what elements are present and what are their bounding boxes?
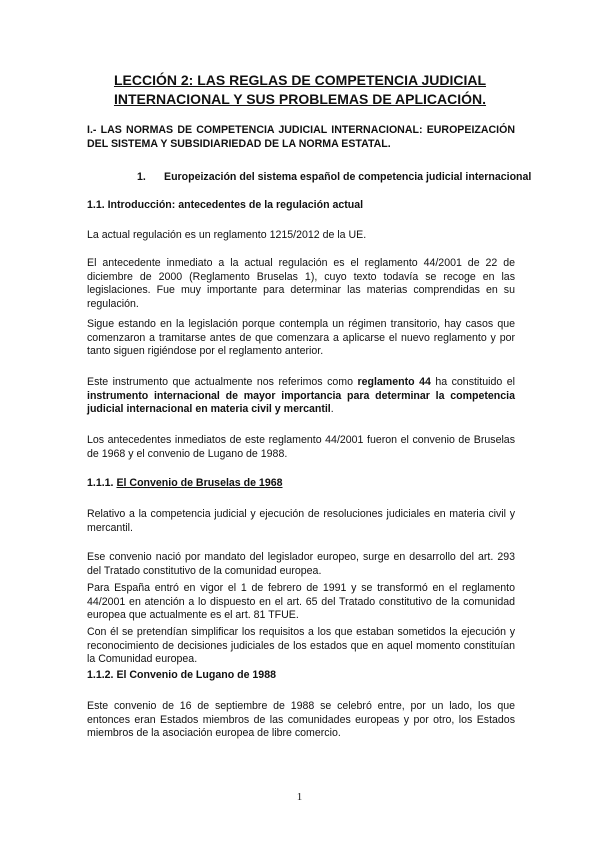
bold-text-run: reglamento 44 [357, 376, 431, 388]
paragraph: Con él se pretendían simplificar los requisitos a los que estaban sometidos la ejecución y reconocimiento de decisiones judiciales de los estados que en aquel momento constituían la Comunidad europea. [87, 626, 515, 666]
paragraph-reglamento-44 [87, 376, 515, 417]
numbered-item-number: 1. [137, 171, 146, 183]
page-number: 1 [296, 791, 303, 803]
page-title [60, 71, 540, 108]
paragraph: Este convenio de 16 de septiembre de 1988 se celebró entre, por un lado, los que entonces eran Estados miembros de las comunidades europeas y por otro, los Estados miembros de la asociación europea de libre comercio. [87, 700, 515, 740]
subheading-1-1-1 [87, 477, 515, 491]
subheading-1-1-2: 1.1.2. El Convenio de Lugano de 1988 [87, 669, 276, 681]
paragraph: Ese convenio nació por mandato del legislador europeo, surge en desarrollo del art. 293 del Tratado constitutivo de la comunidad europea. [87, 551, 515, 577]
numbered-item-text: Europeización del sistema español de competencia judicial internacional [164, 171, 532, 183]
text-run: Este instrumento que actualmente nos referimos como [87, 376, 358, 388]
paragraph: Los antecedentes inmediatos de este reglamento 44/2001 fueron el convenio de Bruselas de 1968 y el convenio de Lugano de 1988. [87, 434, 515, 460]
subheading-number: 1.1.1. [87, 477, 114, 489]
subheading-1-1: 1.1. Introducción: antecedentes de la regulación actual [87, 199, 364, 211]
paragraph: Sigue estando en la legislación porque contempla un régimen transitorio, hay casos que comenzaron a tramitarse antes de que comenzara a aplicarse el nuevo reglamento y por tanto siguen rigiéndose por el reglamento anterior. [87, 318, 515, 358]
text-run: ha constituido el [430, 376, 515, 388]
title-line-2: INTERNACIONAL Y SUS PROBLEMAS DE APLICACIÓN. [113, 90, 487, 107]
title-line-1: LECCIÓN 2: LAS REGLAS DE COMPETENCIA JUDICIAL [113, 72, 487, 88]
paragraph: El antecedente inmediato a la actual regulación es el reglamento 44/2001 de 22 de diciembre de 2000 (Reglamento Bruselas 1), cuyo texto todavía se recoge en las legislaciones. Fue muy importante para determinar las materias comprendidas en su regulación. [87, 257, 515, 310]
paragraph: La actual regulación es un reglamento 1215/2012 de la UE. [87, 229, 367, 241]
subheading-text: El Convenio de Bruselas de 1968 [116, 477, 283, 489]
text-run: . [330, 403, 334, 416]
section-heading: I.- LAS NORMAS DE COMPETENCIA JUDICIAL INTERNACIONAL: EUROPEIZACIÓN DEL SISTEMA Y SUBSIDIARIEDAD DE LA NORMA ESTATAL. [87, 124, 515, 150]
paragraph: Relativo a la competencia judicial y ejecución de resoluciones judiciales en materia civil y mercantil. [87, 508, 515, 534]
paragraph: Para España entró en vigor el 1 de febrero de 1991 y se transformó en el reglamento 44/2001 en atención a lo dispuesto en el art. 65 del Tratado constitutivo de la comunidad europea que actualmente es el art. 81 TFUE. [87, 582, 515, 622]
bold-text-run: instrumento internacional de mayor importancia para determinar la competencia judicial internacional en materia civil y mercantil [87, 389, 515, 416]
